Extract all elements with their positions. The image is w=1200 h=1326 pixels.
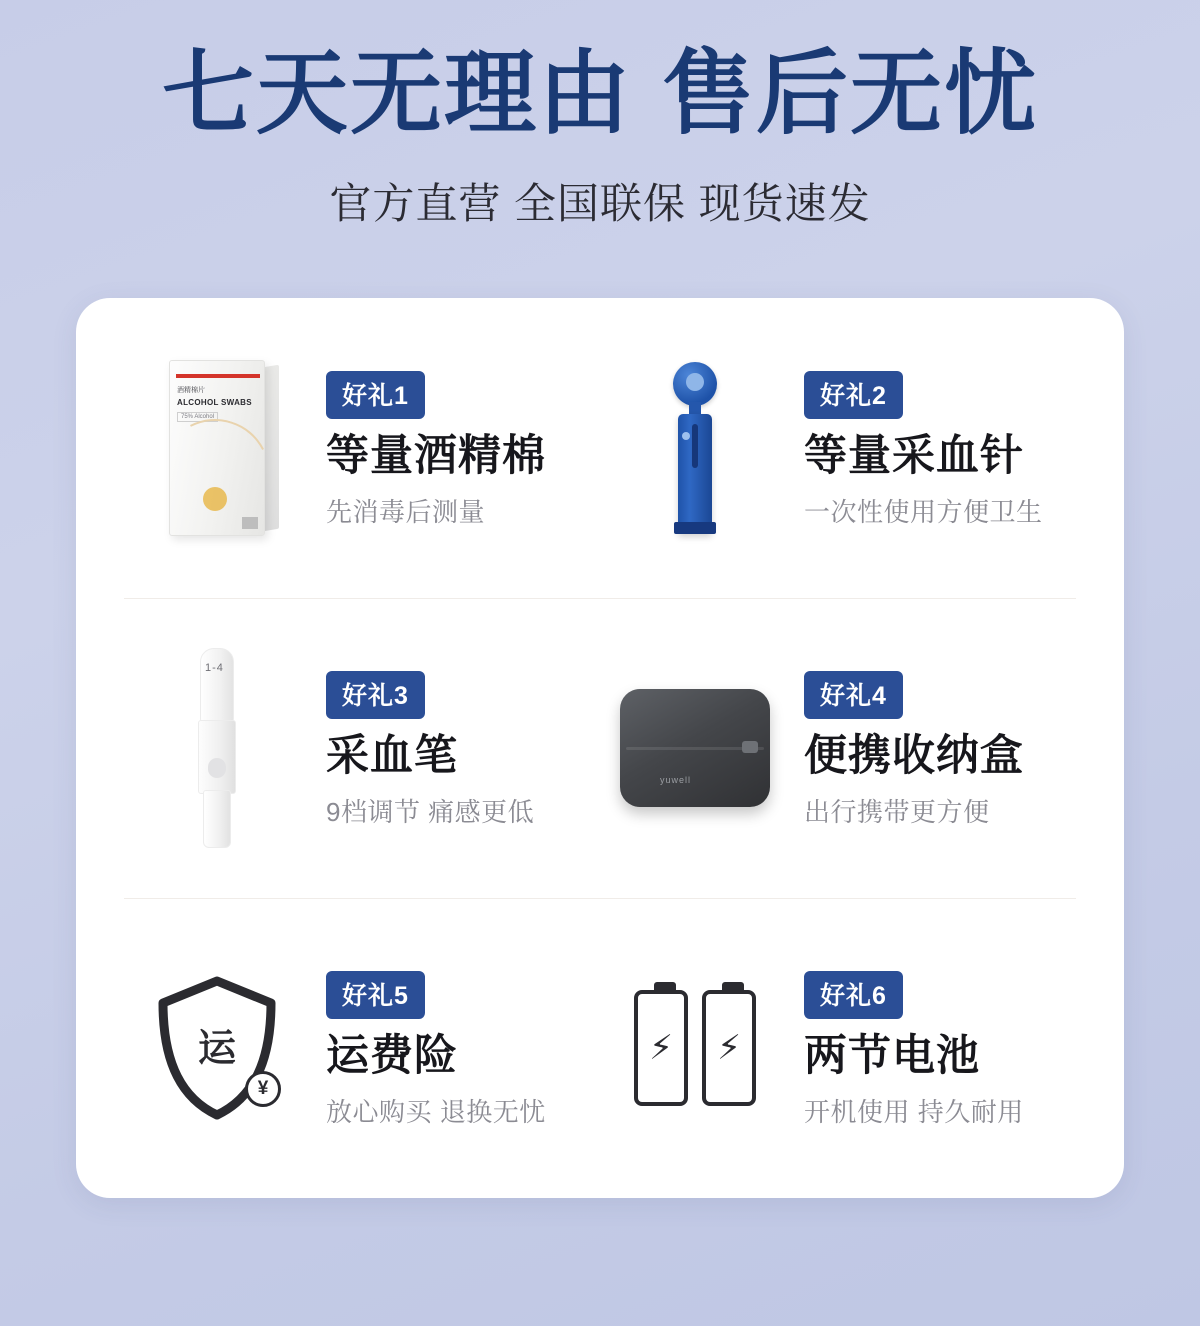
gift-info-4	[804, 667, 1024, 829]
page-subtitle: 官方直营 全国联保 现货速发	[329, 179, 871, 227]
gifts-card	[76, 298, 1124, 1198]
box-barcode-icon	[242, 517, 258, 529]
gift-thumb-4	[600, 643, 790, 853]
gift-item-1	[122, 343, 600, 553]
box-side-face	[263, 365, 279, 532]
gifts-row-3	[122, 898, 1078, 1198]
gift-thumb-3	[122, 643, 312, 853]
gift-thumb-6	[600, 943, 790, 1153]
page-title-part2: 售后无忧	[662, 43, 1039, 145]
gift-thumb-5	[122, 943, 312, 1153]
gift-desc-5: 放心购买 退换无忧	[326, 1097, 546, 1128]
gift-info-2	[804, 367, 1043, 529]
pen-scale-label: 1-4	[205, 662, 224, 674]
lightning-bolt-icon: ⚡	[649, 1029, 673, 1067]
case-zipper-pull	[742, 741, 758, 753]
page-title	[0, 43, 1200, 145]
pen-cap	[200, 648, 234, 722]
box-label-sub: 75% Alcohol	[177, 412, 218, 422]
gift-item-4	[600, 643, 1078, 853]
gifts-row-2	[122, 598, 1078, 898]
gift-badge-6: 好礼6	[804, 971, 903, 1019]
box-front-face	[169, 360, 265, 536]
gift-info-3	[326, 667, 534, 829]
battery-pair-icon	[634, 990, 756, 1106]
gift-desc-2: 一次性使用方便卫生	[804, 497, 1043, 528]
gift-item-3	[122, 643, 600, 853]
shipping-insurance-shield-icon	[147, 973, 287, 1123]
lancet-highlight	[682, 432, 690, 440]
page-header	[0, 0, 1200, 231]
gift-badge-2: 好礼2	[804, 371, 903, 419]
gift-info-5	[326, 967, 546, 1129]
pen-end-cap	[203, 790, 231, 848]
gift-badge-5: 好礼5	[326, 971, 425, 1019]
gift-desc-3: 9档调节 痛感更低	[326, 797, 535, 828]
lancet-base	[674, 522, 716, 534]
page-title-part1: 七天无理由	[161, 43, 632, 145]
blood-lancet-icon	[664, 362, 726, 534]
lancet-cap-hole	[686, 373, 704, 391]
gift-badge-1: 好礼1	[326, 371, 425, 419]
gift-item-2	[600, 343, 1078, 553]
box-label-cn: 酒精棉片	[177, 387, 205, 394]
gift-info-6	[804, 967, 1024, 1129]
yen-badge-icon: ¥	[245, 1071, 281, 1107]
gift-badge-4: 好礼4	[804, 671, 903, 719]
lightning-bolt-icon: ⚡	[717, 1029, 741, 1067]
gift-thumb-2	[600, 343, 790, 553]
gift-desc-6: 开机使用 持久耐用	[804, 1097, 1024, 1128]
box-seal-icon	[203, 487, 227, 511]
battery-icon-right	[702, 990, 756, 1106]
gift-info-1	[326, 367, 546, 529]
gift-thumb-1	[122, 343, 312, 553]
pen-release-button	[208, 758, 226, 778]
case-brand-logo: yuwell	[660, 775, 692, 785]
gift-name-2: 等量采血针	[804, 431, 1024, 480]
gift-name-3: 采血笔	[326, 731, 458, 780]
pen-barrel	[198, 720, 236, 794]
gift-item-6	[600, 943, 1078, 1153]
lancing-pen-icon	[196, 648, 238, 848]
gift-name-5: 运费险	[326, 1031, 458, 1080]
gift-desc-4: 出行携带更方便	[804, 797, 990, 828]
shield-character: 运	[197, 1028, 236, 1070]
gift-item-5	[122, 943, 600, 1153]
box-label-en: ALCOHOL SWABS	[177, 398, 252, 407]
battery-icon-left	[634, 990, 688, 1106]
lancet-slit	[692, 424, 698, 468]
gift-name-4: 便携收纳盒	[804, 731, 1024, 780]
alcohol-swab-box-icon	[169, 360, 265, 536]
gift-name-1: 等量酒精棉	[326, 431, 546, 480]
gift-desc-1: 先消毒后测量	[326, 497, 486, 528]
gift-name-6: 两节电池	[804, 1031, 980, 1080]
gift-badge-3: 好礼3	[326, 671, 425, 719]
gifts-row-1	[122, 298, 1078, 598]
carry-case-icon	[620, 689, 770, 807]
box-accent-line	[176, 374, 260, 378]
